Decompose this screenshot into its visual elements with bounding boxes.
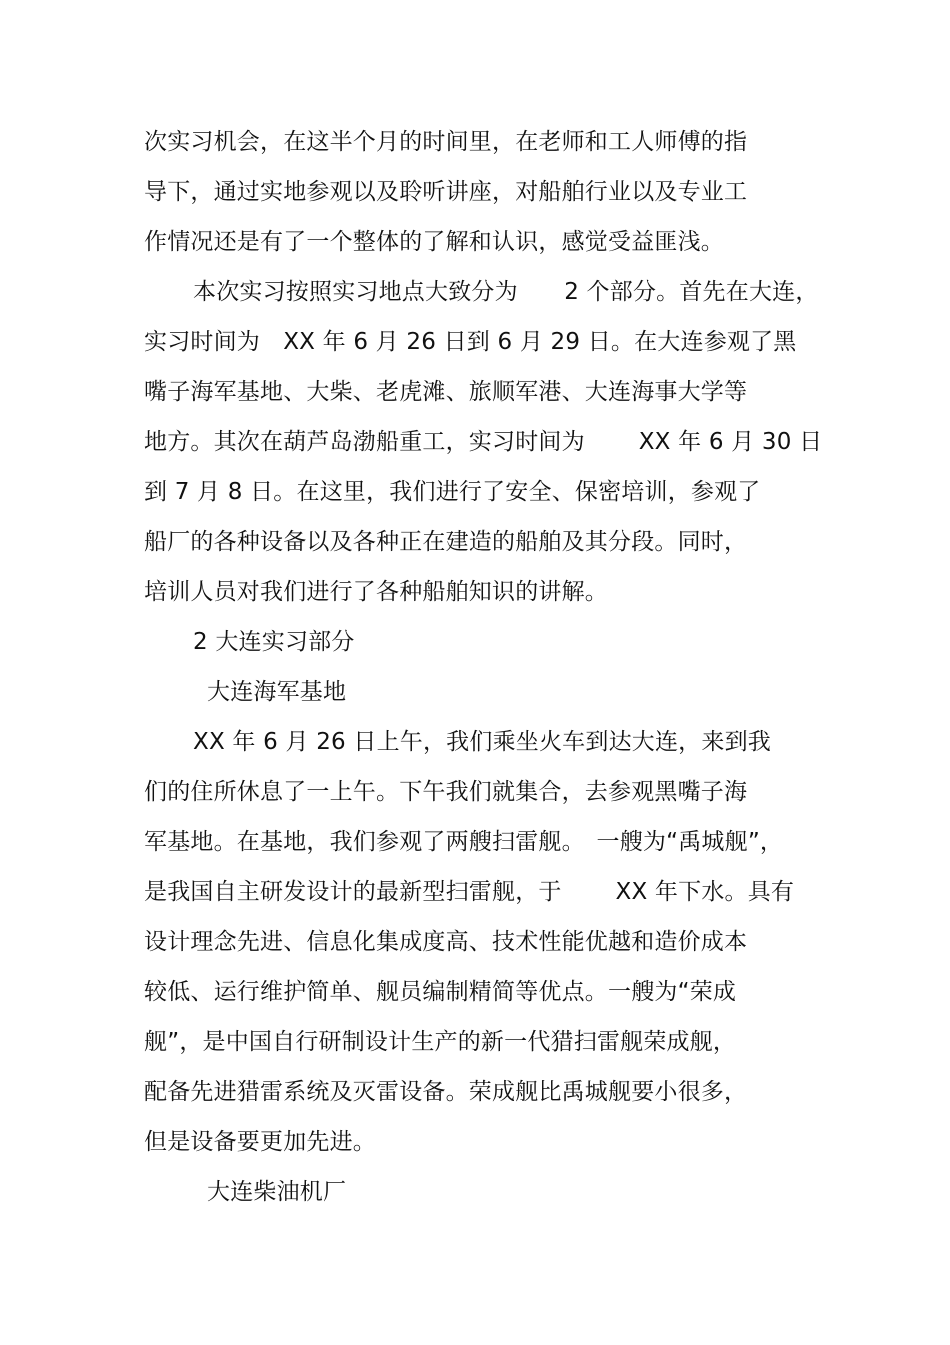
paragraph-line: 军基地。在基地，我们参观了两艘扫雷舰。 一艘为“禹城舰”，: [144, 829, 784, 855]
section-heading: 2 大连实习部分: [193, 629, 355, 655]
paragraph-line: 配备先进猎雷系统及灭雷设备。荣成舰比禹城舰要小很多，: [144, 1079, 748, 1105]
paragraph-line: 实习时间为 XX 年 6 月 26 日到 6 月 29 日。在大连参观了黑: [144, 329, 797, 355]
paragraph-line: XX 年 6 月 26 日上午，我们乘坐火车到达大连，来到我: [193, 729, 771, 755]
paragraph-line: 到 7 月 8 日。在这里，我们进行了安全、保密培训，参观了: [144, 479, 761, 505]
subsection-heading: 大连柴油机厂: [207, 1179, 347, 1205]
paragraph-line: 本次实习按照实习地点大致分为 2 个部分。首先在大连，: [193, 279, 819, 305]
paragraph-line: 舰”，是中国自行研制设计生产的新一代猎扫雷舰荣成舰，: [144, 1029, 737, 1055]
paragraph-line: 们的住所休息了一上午。下午我们就集合，去参观黑嘴子海: [144, 779, 748, 805]
paragraph-line: 次实习机会，在这半个月的时间里，在老师和工人师傅的指: [144, 129, 748, 155]
paragraph-line: 培训人员对我们进行了各种船舶知识的讲解。: [144, 579, 608, 605]
paragraph-line: 作情况还是有了一个整体的了解和认识，感觉受益匪浅。: [144, 229, 724, 255]
paragraph-line: 地方。其次在葫芦岛渤船重工，实习时间为 XX 年 6 月 30 日: [144, 429, 823, 455]
paragraph-line: 嘴子海军基地、大柴、老虎滩、旅顺军港、大连海事大学等: [144, 379, 748, 405]
paragraph-line: 但是设备要更加先进。: [144, 1129, 376, 1155]
subsection-heading: 大连海军基地: [207, 679, 347, 705]
paragraph-line: 设计理念先进、信息化集成度高、技术性能优越和造价成本: [144, 929, 748, 955]
paragraph-line: 船厂的各种设备以及各种正在建造的船舶及其分段。同时，: [144, 529, 748, 555]
paragraph-line: 是我国自主研发设计的最新型扫雷舰，于 XX 年下水。具有: [144, 879, 795, 905]
paragraph-line: 较低、运行维护简单、舰员编制精简等优点。一艘为“荣成: [144, 979, 737, 1005]
paragraph-line: 导下，通过实地参观以及聆听讲座，对船舶行业以及专业工: [144, 179, 748, 205]
